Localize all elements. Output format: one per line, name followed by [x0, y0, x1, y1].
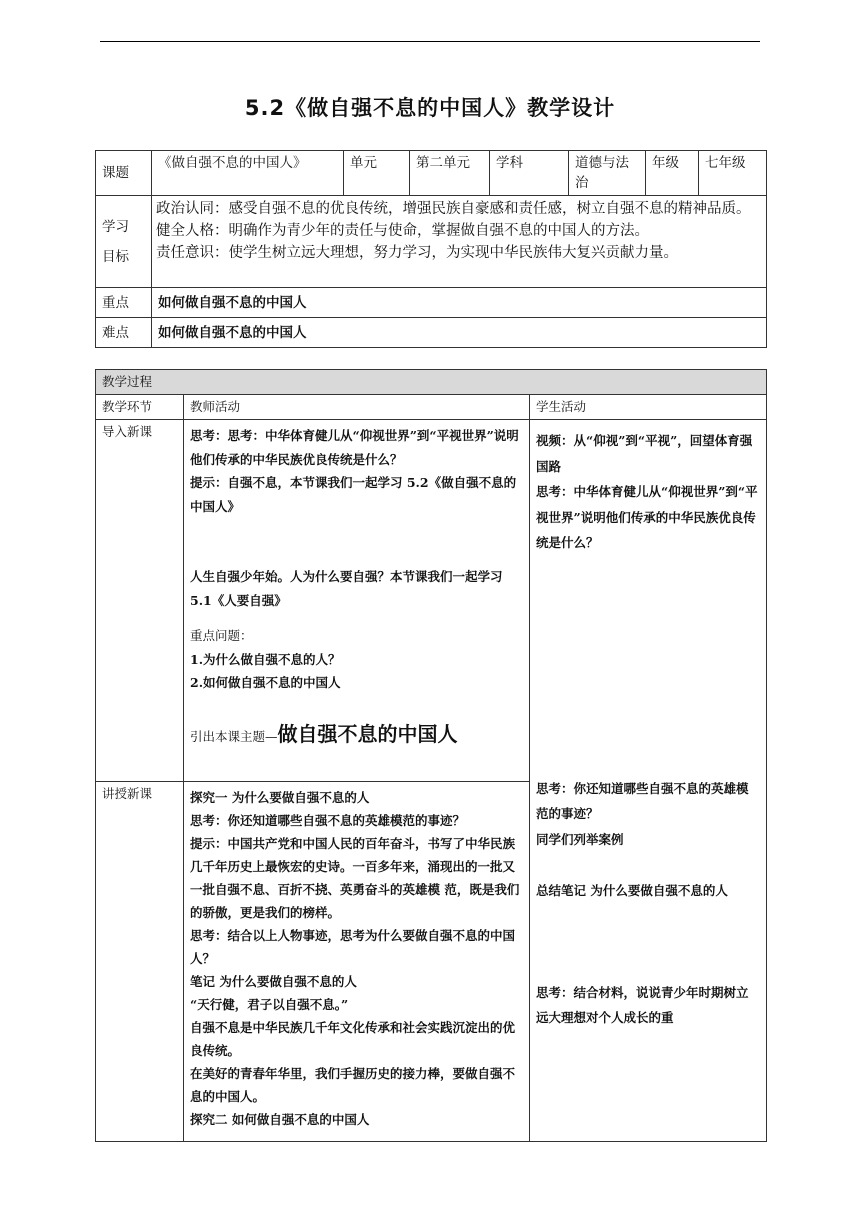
goal-responsibility: 责任意识：使学生树立远大理想，努力学习，为实现中华民族伟大复兴贡献力量。	[156, 245, 678, 261]
lesson-info-table	[95, 150, 767, 348]
col-stage-header: 教学环节	[96, 395, 184, 420]
course-label: 课题	[96, 151, 152, 196]
intro-student-video: 视频：从“仰视”到“平视”，回望体育强国路	[536, 433, 753, 474]
teaching-process-table	[95, 369, 767, 1142]
goals-label-2: 目标	[102, 248, 129, 265]
lesson-topic-line	[190, 723, 523, 749]
subject-label: 学科	[490, 151, 569, 196]
subject-value: 道德与法治	[569, 151, 646, 196]
notes-quote: “天行健，君子以自强不息。”	[190, 997, 349, 1012]
unit-label: 单元	[344, 151, 410, 196]
difficulty-label: 难点	[96, 318, 152, 348]
goal-political: 政治认同：感受自强不息的优良传统，增强民族自豪感和责任感，树立自强不息的精神品质。	[156, 201, 751, 217]
process-header: 教学过程	[96, 370, 767, 395]
col-teacher-header: 教师活动	[184, 395, 530, 420]
inquiry-one-question: 思考：你还知道哪些自强不息的英雄模范的事迹？	[190, 813, 466, 828]
key-question-1: 1.为什么做自强不息的人？	[190, 651, 341, 667]
notes-point-1: 自强不息是中华民族几千年文化传承和社会实践沉淀出的优良传统。	[190, 1020, 516, 1058]
stage-intro: 导入新课	[96, 420, 184, 782]
grade-value: 七年级	[699, 151, 767, 196]
header-rule	[100, 41, 760, 42]
unit-value: 第二单元	[410, 151, 490, 196]
col-student-header: 学生活动	[530, 395, 767, 420]
intro-student-question: 思考：中华体育健儿从“仰视世界”到“平视世界”说明他们传承的中华民族优良传统是什么？	[536, 484, 758, 550]
goals-label	[96, 196, 152, 288]
inquiry-two-title: 探究二 如何做自强不息的中国人	[190, 1112, 370, 1127]
notes-point-2: 在美好的青春年华里，我们手握历史的接力棒，要做自强不息的中国人。	[190, 1066, 516, 1104]
course-value: 《做自强不息的中国人》	[152, 151, 344, 196]
stage-new-lesson: 讲授新课	[96, 782, 184, 1142]
grade-label: 年级	[646, 151, 699, 196]
intro-teacher-question: 思考：思考：中华体育健儿从“仰视世界”到“平视世界”说明他们传承的中华民族优良传统是什么？	[190, 428, 519, 467]
goals-label-1: 学习	[102, 218, 129, 235]
new-student-cases: 同学们列举案例	[536, 831, 624, 847]
document-title: 5.2《做自强不息的中国人》教学设计	[244, 96, 616, 120]
topic-title: 做自强不息的中国人	[277, 721, 458, 746]
intro-teacher-activity	[184, 420, 530, 782]
difficulty-value: 如何做自强不息的中国人	[152, 318, 767, 348]
new-student-ideal-question: 思考：结合材料，说说青少年时期树立远大理想对个人成长的重	[536, 984, 749, 1025]
inquiry-one-think: 思考：结合以上人物事迹，思考为什么要做自强不息的中国人？	[190, 928, 516, 966]
new-student-question: 思考：你还知道哪些自强不息的英雄模范的事迹？	[536, 780, 749, 821]
student-activity	[530, 420, 767, 1142]
topic-intro-text: 引出本课主题—	[190, 728, 278, 744]
key-question-2: 2.如何做自强不息的中国人	[190, 675, 341, 690]
notes-title: 笔记 为什么要做自强不息的人	[190, 974, 357, 989]
new-teacher-activity	[184, 782, 530, 1142]
key-questions-label: 重点问题：	[190, 628, 253, 643]
goal-personality: 健全人格：明确作为青少年的责任与使命，掌握做自强不息的中国人的方法。	[156, 223, 649, 239]
inquiry-one-hint: 提示：中国共产党和中国人民的百年奋斗，书写了中华民族几千年历史上最恢宏的史诗。一百多年来，涌现出的一批又一批自强不息、百折不挠、英勇奋斗的英雄模 范，既是我们的骄傲，更是我们的榜样。	[190, 836, 520, 920]
inquiry-one-title: 探究一 为什么要做自强不息的人	[190, 790, 370, 805]
goals-content	[152, 196, 767, 288]
new-student-notes: 总结笔记 为什么要做自强不息的人	[536, 883, 728, 898]
intro-teacher-hint: 提示：自强不息，本节课我们一起学习 5.2《做自强不息的中国人》	[190, 475, 517, 514]
key-value: 如何做自强不息的中国人	[152, 288, 767, 318]
key-label: 重点	[96, 288, 152, 318]
intro-teacher-lead: 人生自强少年始。人为什么要自强？本节课我们一起学习 5.1《人要自强》	[190, 569, 503, 608]
